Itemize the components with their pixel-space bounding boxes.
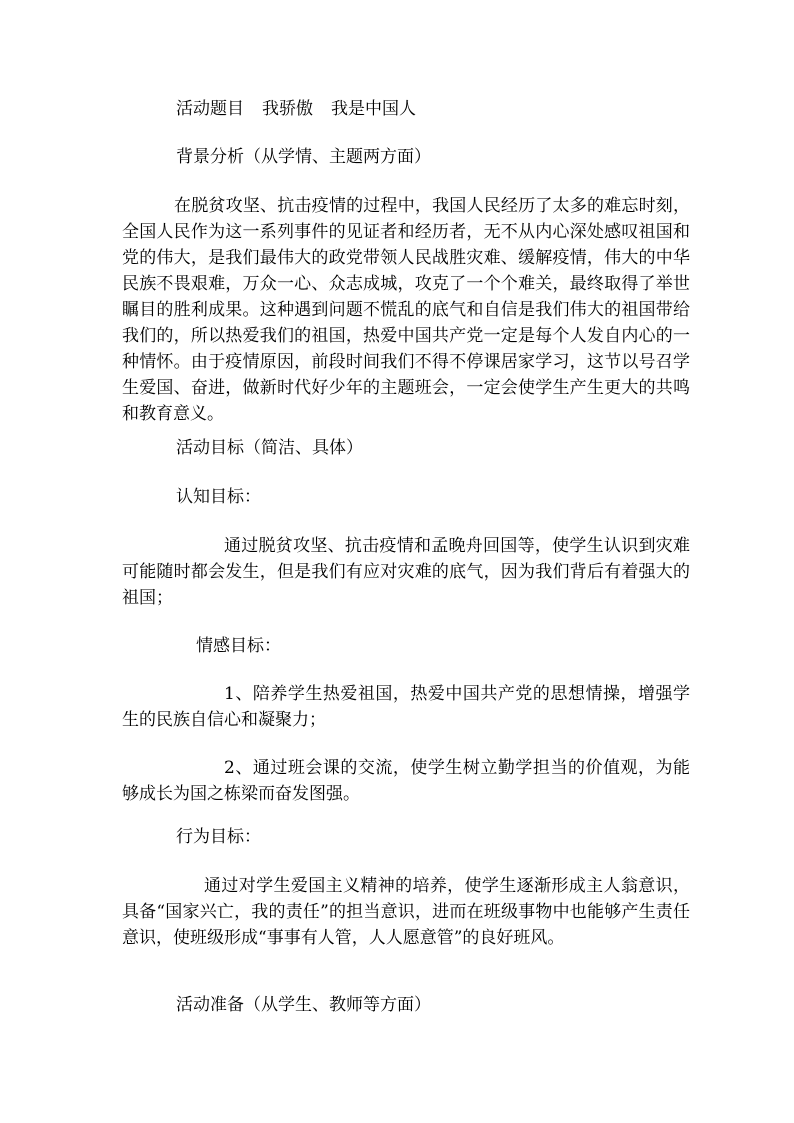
activity-title-part1: 我骄傲 xyxy=(262,99,313,119)
activity-title-part2: 我是中国人 xyxy=(331,99,416,119)
preparation-heading: 活动准备（从学生、教师等方面） xyxy=(176,995,431,1015)
activity-title-line xyxy=(176,96,416,122)
background-heading: 背景分析（从学情、主题两方面） xyxy=(176,147,431,167)
cognitive-goal-heading: 认知目标： xyxy=(176,487,261,507)
emotional-goal-heading: 情感目标： xyxy=(196,636,281,656)
emotional-goal-item-1: 1、陪养学生热爱祖国，热爱中国共产党的思想情操，增强学生的民族自信心和凝聚力； xyxy=(122,684,690,730)
activity-title-label: 活动题目 xyxy=(176,99,244,119)
background-paragraph: 在脱贫攻坚、抗击疫情的过程中，我国人民经历了太多的难忘时刻，全国人民作为这一系列事件的见证者和经历者，无不从内心深处感叹祖国和党的伟大，是我们最伟大的政党带领人民战胜灾难、缓解疫情，伟大的中华民族不畏艰难，万众一心、众志成城，攻克了一个个难关，最终取得了举世瞩目的胜利成果。这种遇到问题不慌乱的底气和自信是我们伟大的祖国带给我们的，所以热爱我们的祖国，热爱中国共产党一定是每个人发自内心的一种情怀。由于疫情原因，前段时间我们不得不停课居家学习，这节以号召学生爱国、奋进，做新时代好少年的主题班会，一定会使学生产生更大的共鸣和教育意义。 xyxy=(122,196,690,424)
cognitive-goal-text: 通过脱贫攻坚、抗击疫情和孟晚舟回国等，使学生认识到灾难可能随时都会发生，但是我们有应对灾难的底气，因为我们背后有着强大的祖国； xyxy=(122,536,690,608)
emotional-goal-item-2: 2、通过班会课的交流，使学生树立勤学担当的价值观，为能够成长为国之栋梁而奋发图强。 xyxy=(122,758,690,804)
behavioral-goal-text: 通过对学生爱国主义精神的培养，使学生逐渐形成主人翁意识，具备“国家兴亡，我的责任”的担当意识，进而在班级事物中也能够产生责任意识，使班级形成“事事有人管，人人愿意管”的良好班风。 xyxy=(122,876,690,948)
goals-heading: 活动目标（简洁、具体） xyxy=(176,438,363,458)
behavioral-goal-heading: 行为目标： xyxy=(176,827,261,847)
